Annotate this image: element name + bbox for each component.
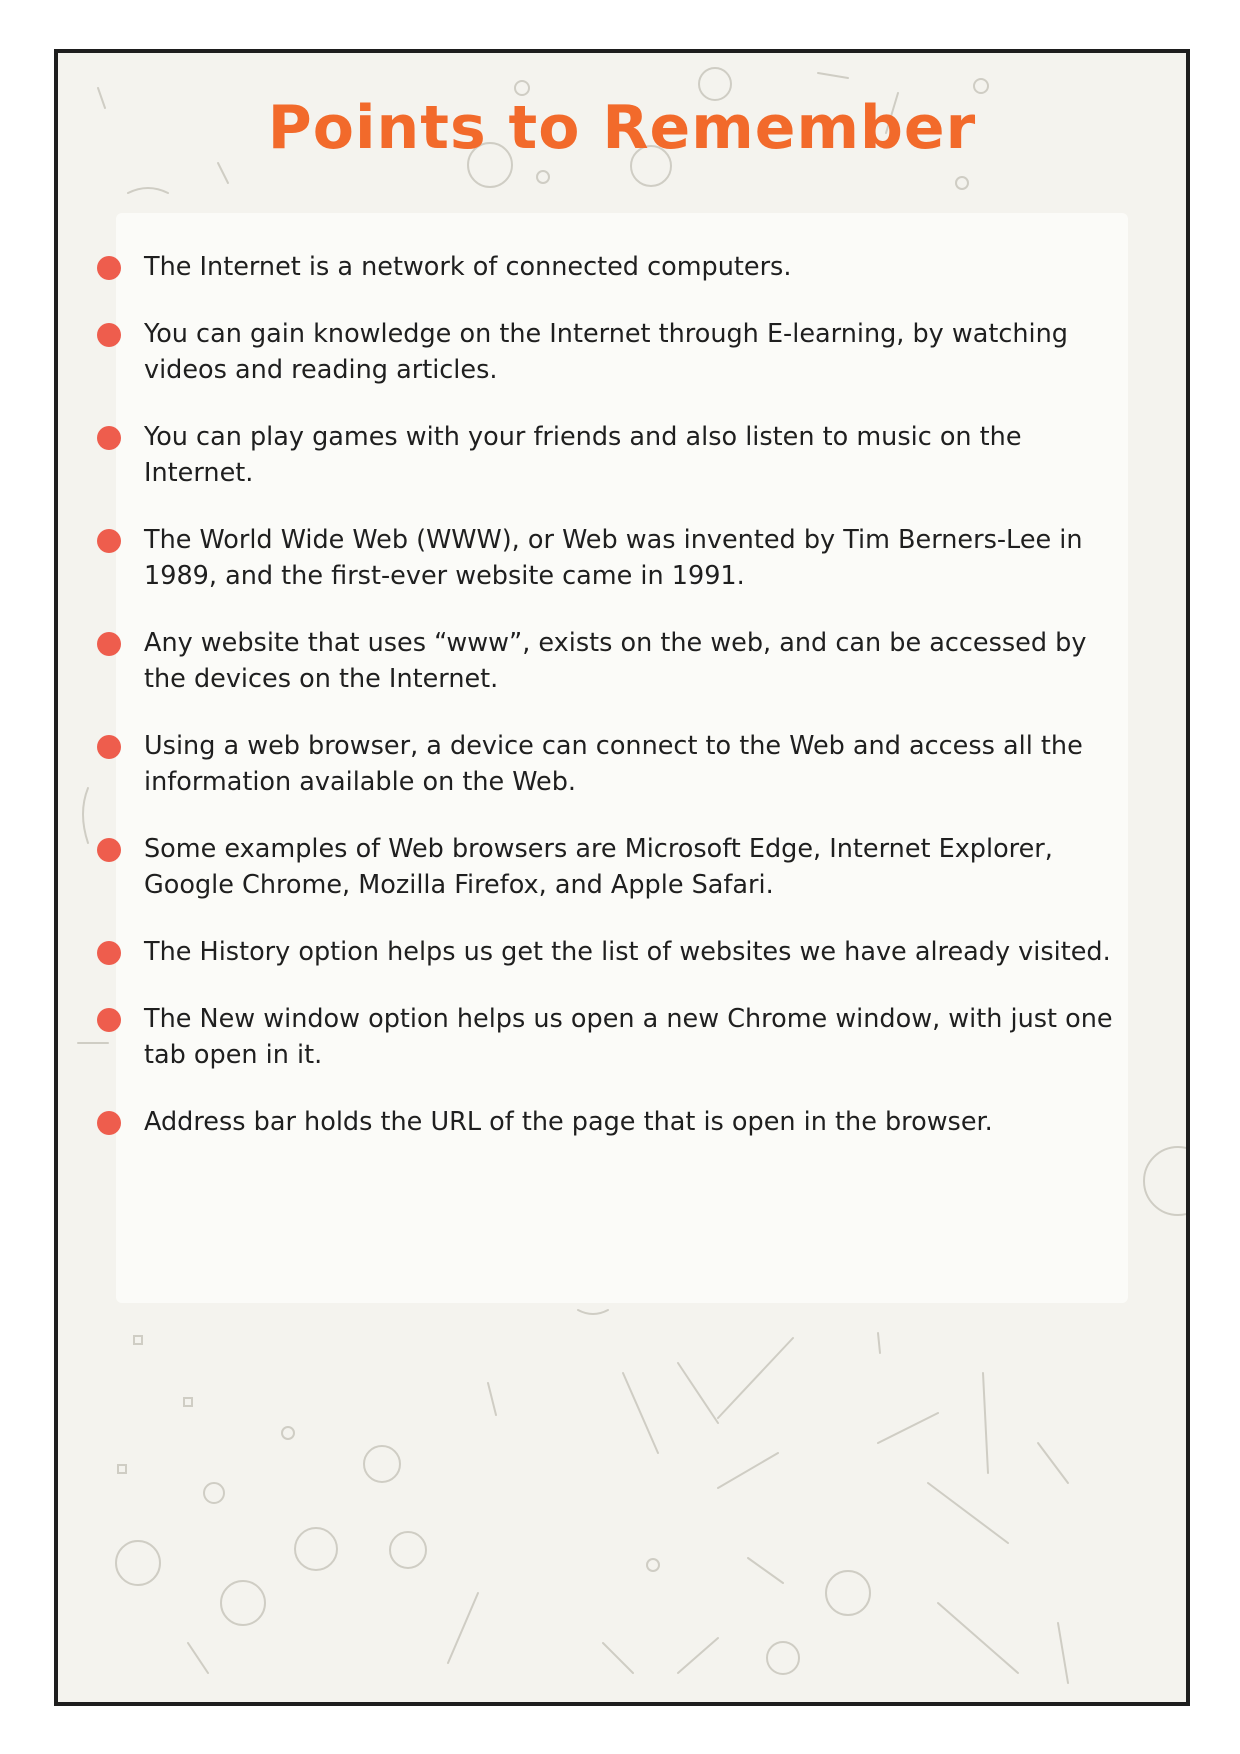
point-text: Using a web browser, a device can connect to the Web and access all the information available on the Web.: [144, 731, 1083, 797]
point-text: Some examples of Web browsers are Microsoft Edge, Internet Explorer, Google Chrome, Mozilla Firefox, and Apple Safari.: [144, 834, 1053, 900]
bullet-dot-icon: [97, 632, 121, 656]
bullet-dot-icon: [97, 1111, 121, 1135]
list-item: [58, 419, 1186, 491]
point-text: Any website that uses “www”, exists on the web, and can be accessed by the devices on the Internet.: [144, 628, 1087, 694]
list-item: [58, 249, 1186, 285]
bullet-dot-icon: [97, 426, 121, 450]
point-text: Address bar holds the URL of the page that is open in the browser.: [144, 1107, 993, 1137]
point-text: The New window option helps us open a new Chrome window, with just one tab open in it.: [144, 1004, 1113, 1070]
bullet-dot-icon: [97, 529, 121, 553]
bordered-frame: [54, 49, 1190, 1706]
list-item: [58, 1104, 1186, 1140]
list-item: [58, 316, 1186, 388]
list-item: [58, 1001, 1186, 1073]
list-item: [58, 625, 1186, 697]
list-item: [58, 934, 1186, 970]
bullet-dot-icon: [97, 735, 121, 759]
point-text: The Internet is a network of connected computers.: [144, 252, 792, 282]
bullet-dot-icon: [97, 1008, 121, 1032]
point-text: You can play games with your friends and also listen to music on the Internet.: [144, 422, 1022, 488]
point-text: The World Wide Web (WWW), or Web was invented by Tim Berners-Lee in 1989, and the first-ever website came in 1991.: [144, 525, 1083, 591]
point-text: The History option helps us get the list of websites we have already visited.: [144, 937, 1111, 967]
page-title: Points to Remember: [267, 93, 977, 163]
bullet-dot-icon: [97, 941, 121, 965]
list-item: [58, 728, 1186, 800]
list-item: [58, 831, 1186, 903]
list-item: [58, 522, 1186, 594]
bullet-dot-icon: [97, 323, 121, 347]
point-text: You can gain knowledge on the Internet through E-learning, by watching videos and reading articles.: [144, 319, 1068, 385]
bullet-dot-icon: [97, 838, 121, 862]
points-list: [58, 249, 1186, 1171]
bullet-dot-icon: [97, 256, 121, 280]
